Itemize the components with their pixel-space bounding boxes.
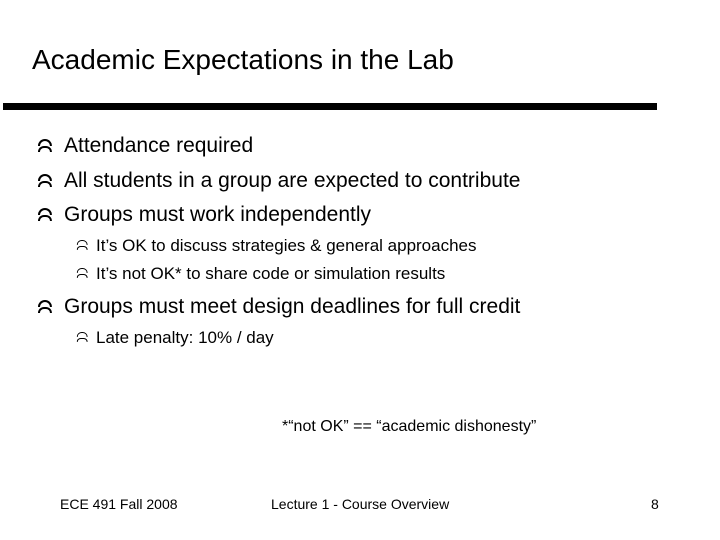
bullet-text: Groups must meet design deadlines for full credit: [64, 295, 521, 318]
sub-bullet-text: It’s OK to discuss strategies & general approaches: [96, 236, 477, 255]
bullet-item: [38, 296, 520, 317]
bullet-icon: [38, 208, 52, 222]
title-divider: [3, 103, 657, 110]
sub-bullet-item: [76, 237, 477, 254]
bullet-text: Groups must work independently: [64, 203, 371, 226]
bullet-text: Attendance required: [64, 134, 254, 157]
bullet-icon: [76, 268, 88, 280]
bullet-item: [38, 204, 371, 225]
sub-bullet-item: [76, 329, 274, 346]
sub-bullet-text: Late penalty: 10% / day: [96, 328, 274, 347]
footer-course: ECE 491 Fall 2008: [60, 496, 178, 512]
footnote: *“not OK” == “academic dishonesty”: [282, 418, 537, 435]
bullet-icon: [38, 174, 52, 188]
page-number: 8: [651, 496, 659, 512]
bullet-item: [38, 170, 520, 191]
footer-lecture: Lecture 1 - Course Overview: [271, 496, 450, 512]
bullet-item: [38, 135, 253, 156]
bullet-icon: [76, 240, 88, 252]
bullet-icon: [38, 300, 52, 314]
bullet-icon: [38, 139, 52, 153]
slide-title: Academic Expectations in the Lab: [32, 44, 454, 75]
bullet-icon: [76, 332, 88, 344]
sub-bullet-item: [76, 265, 445, 282]
sub-bullet-text: It’s not OK* to share code or simulation results: [96, 264, 446, 283]
bullet-text: All students in a group are expected to contribute: [64, 169, 521, 192]
